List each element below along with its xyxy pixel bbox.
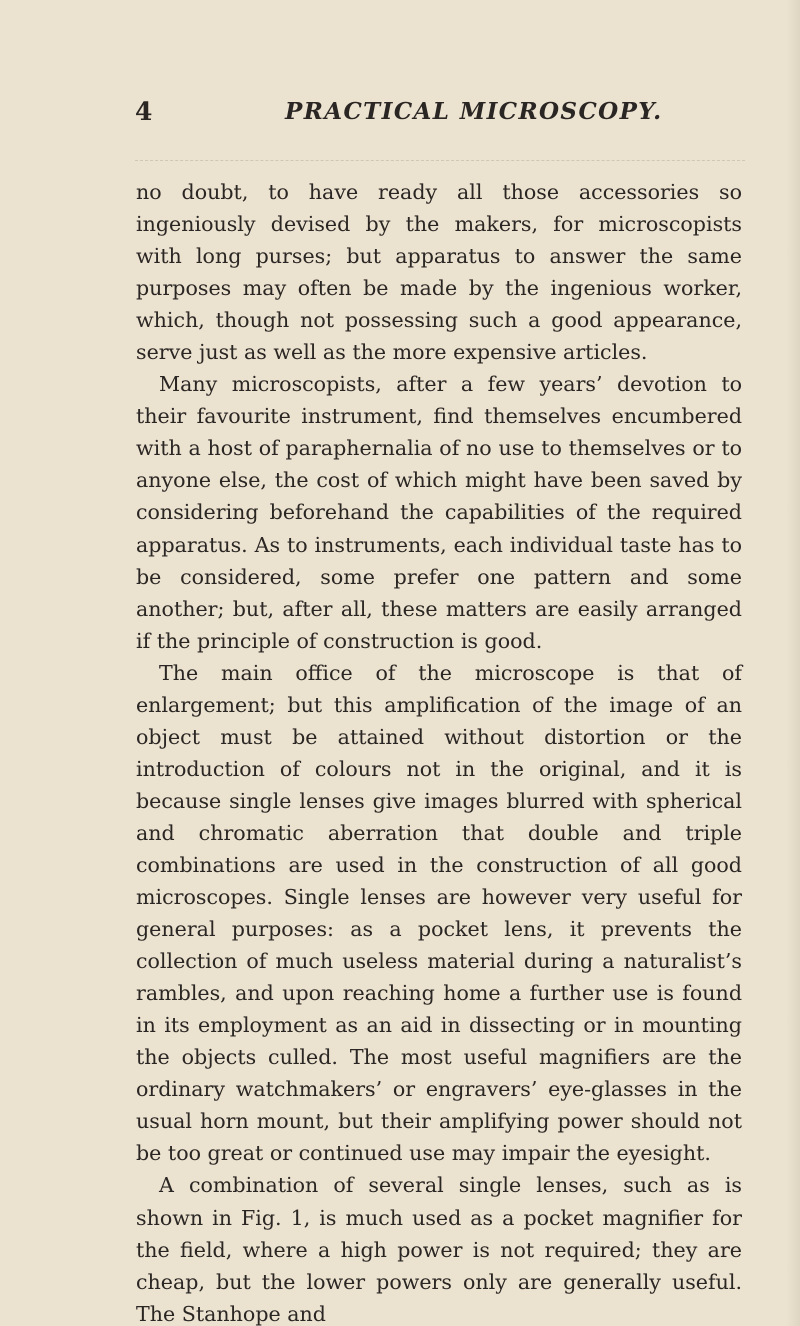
header-divider xyxy=(135,160,745,161)
page-edge-shadow xyxy=(786,0,800,1326)
paragraph-enlargement: The main office of the microscope is that of enlargement; but this amplification of the image of an object must be attained without distortion or the introduction of colours not in the original, and it is because single lenses give images blurred with spherical and chromatic aberration that double and triple combinations are used in the construction of all good microscopes. Single lenses are however very useful for general purposes: as a pocket lens, it prevents the collection of much useless material during a naturalist’s rambles, and upon reaching home a further use is found in its employment as an aid in dissecting or in mounting the objects culled. The most useful magnifiers are the ordinary watchmakers’ or engravers’ eye-glasses in the usual horn mount, but their amplifying power should not be too great or continued use may impair the eyesight. xyxy=(136,660,742,1166)
paragraph-microscopists: Many microscopists, after a few years’ devotion to their favourite instrument, find themselves encumbered with a host of paraphernalia of no use to themselves or to anyone else, the cost of which might have been saved by considering beforehand the capabilities of the required apparatus. As to instruments, each individual taste has to be considered, some prefer one pattern and some another; but, after all, these matters are easily arranged if the principle of construction is good. xyxy=(136,372,742,653)
page-number: 4 xyxy=(135,97,153,126)
running-title: PRACTICAL MICROSCOPY. xyxy=(285,98,663,125)
body-text xyxy=(136,176,742,1326)
paragraph-continuation: no doubt, to have ready all those accessories so ingeniously devised by the makers, for microscopists with long purses; but apparatus to answer the same purposes may often be made by the ingenious worker, which, though not possessing such a good appearance, serve just as well as the more expensive articles. xyxy=(136,180,742,365)
paragraph-combination: A combination of several single lenses, such as is shown in Fig. 1, is much used as a pocket magnifier for the field, where a high power is not required; they are cheap, but the lower powers only are generally useful. The Stanhope and xyxy=(136,1173,742,1326)
page-header xyxy=(0,96,800,140)
